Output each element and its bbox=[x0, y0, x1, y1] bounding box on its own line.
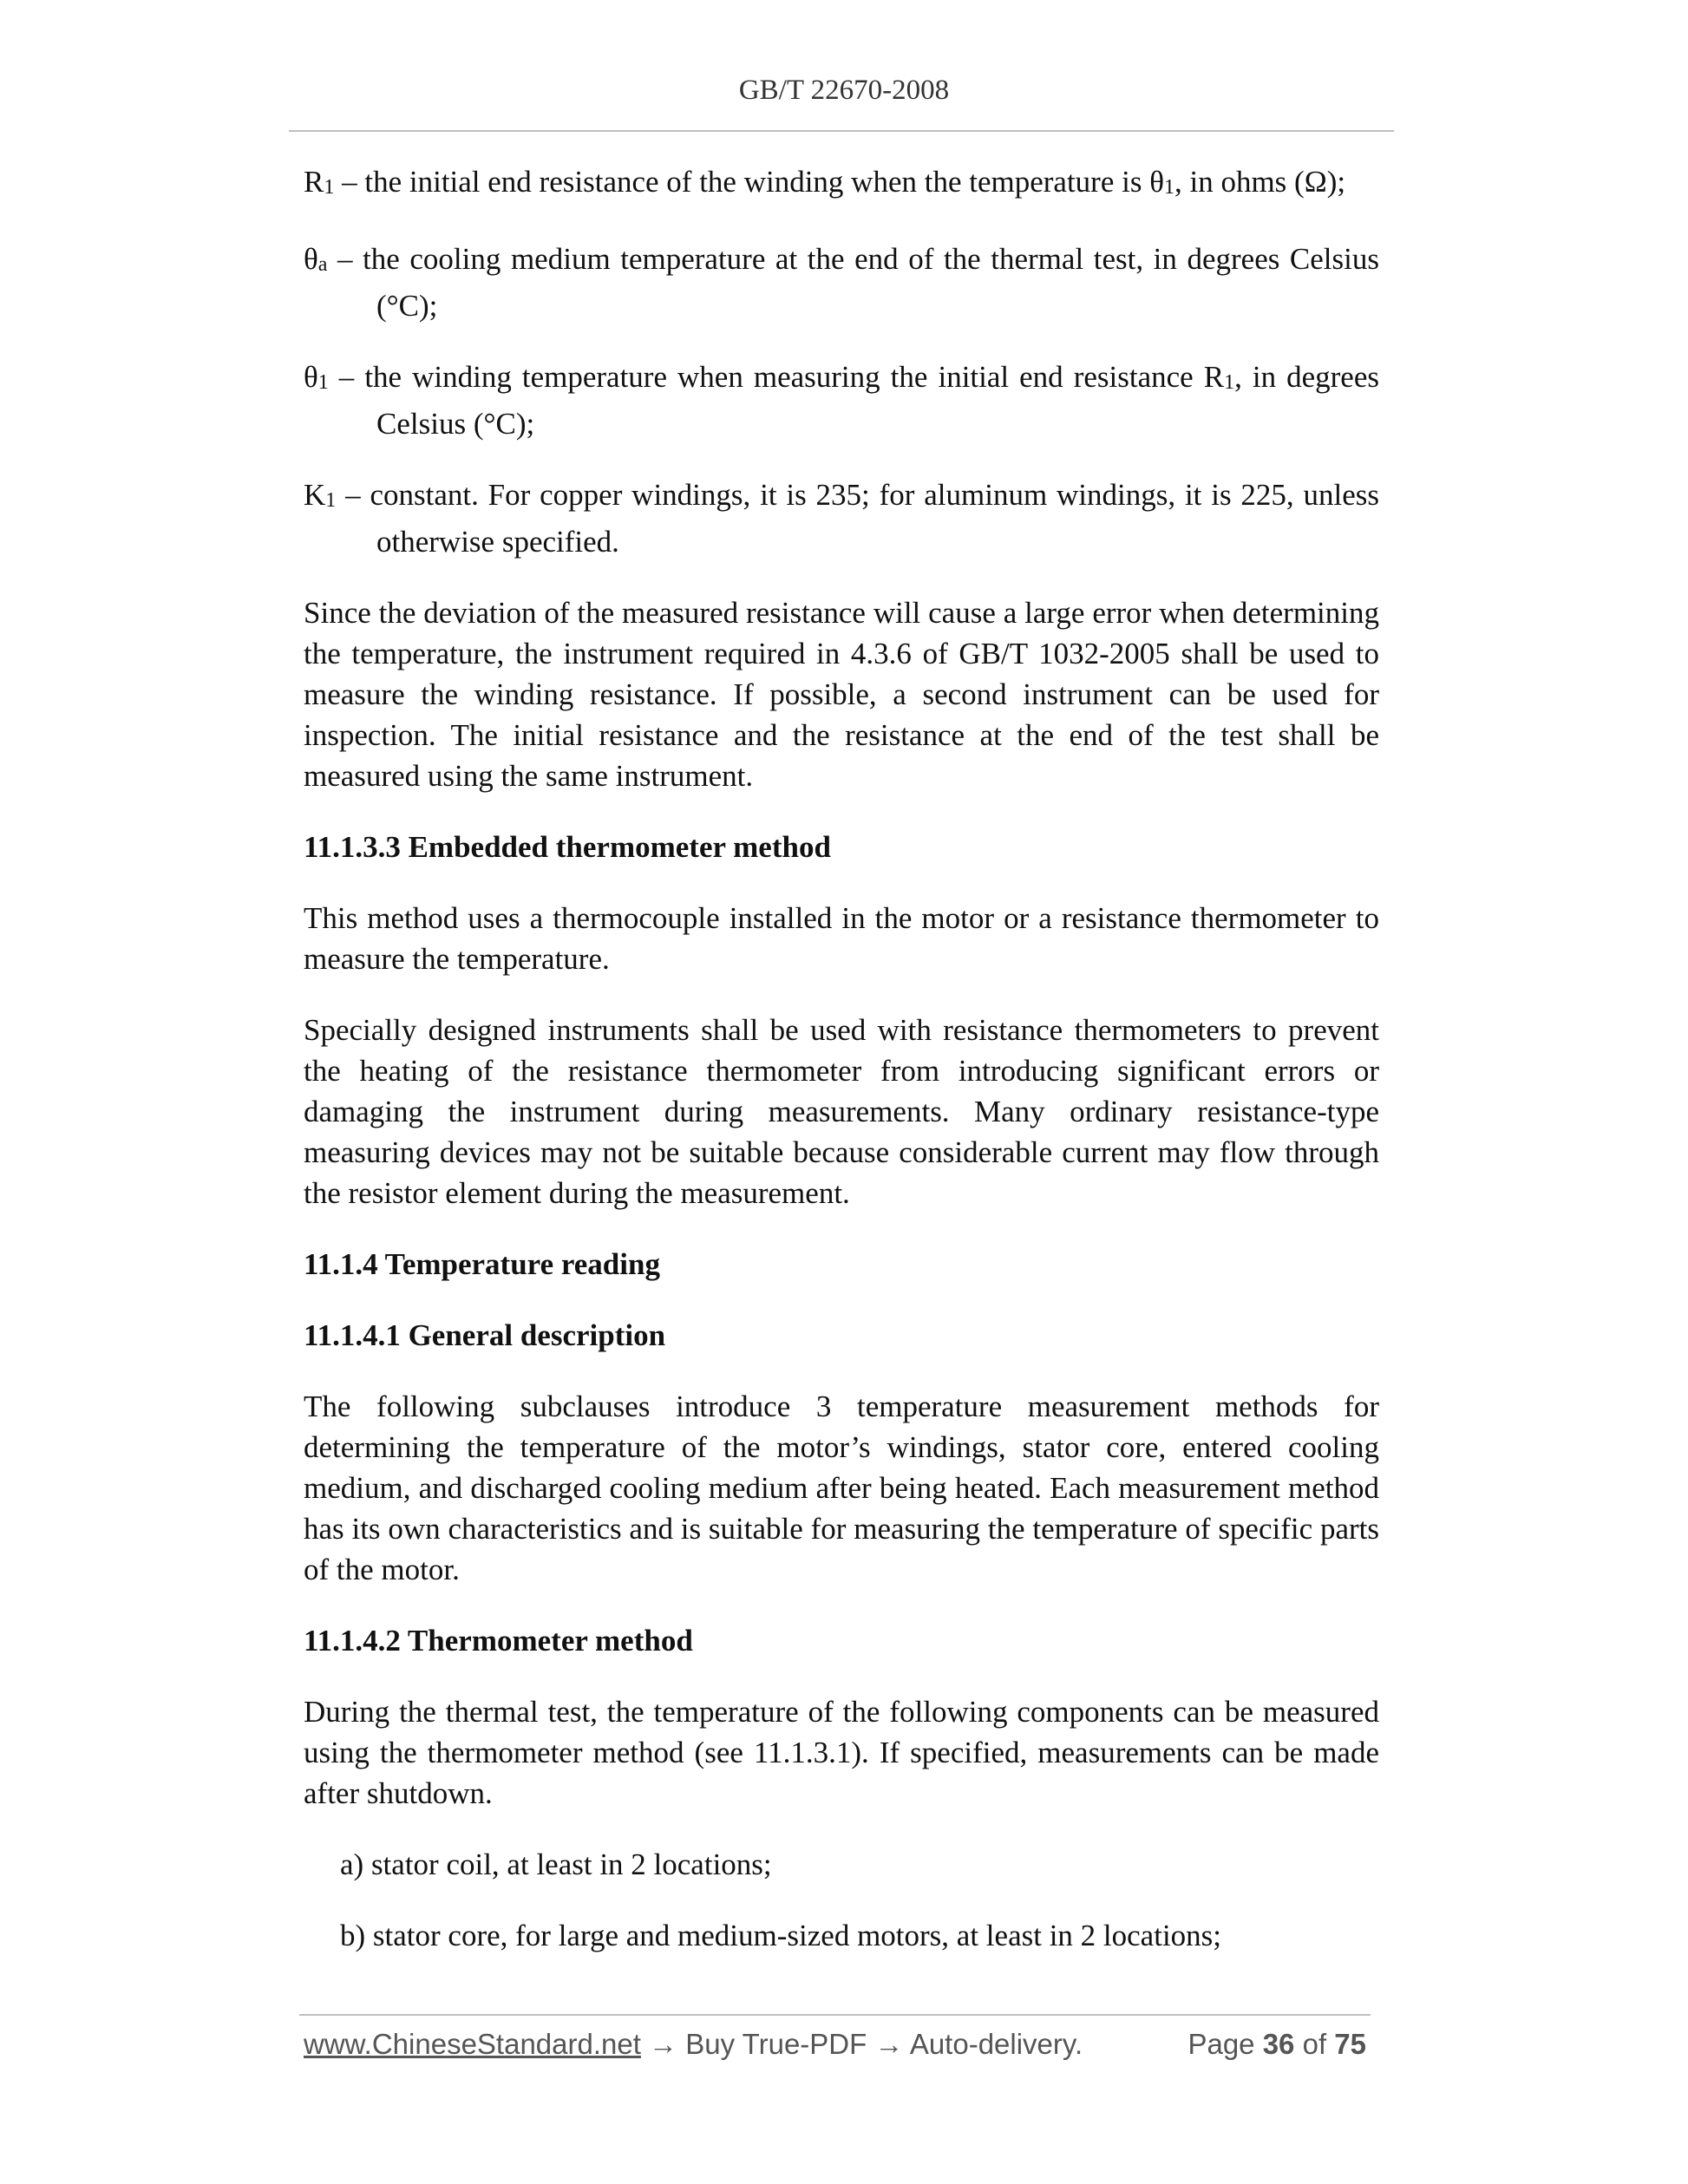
heading-11-1-4-2: 11.1.4.2 Thermometer method bbox=[304, 1624, 693, 1658]
definition-k1 bbox=[304, 474, 1379, 562]
list-item: b) stator core, for large and medium-sized motors, at least in 2 locations; bbox=[340, 1919, 1222, 1952]
page-footer bbox=[304, 2028, 1371, 2071]
footer-promo bbox=[304, 2028, 1083, 2061]
paragraph-resistance-deviation: Since the deviation of the measured resistance will cause a large error when determining the temperature, the instrument required in 4.3.6 of GB/T 1032-2005 shall be used to measure the winding resistance. If possible, a second instrument can be used for inspection. The initial resistance and the resistance at the end of the test shall be measured using the same instrument. bbox=[304, 596, 1379, 793]
definition-symbol: θ bbox=[304, 360, 318, 394]
document-header bbox=[0, 75, 1688, 107]
footer-divider bbox=[299, 2014, 1371, 2016]
heading-11-1-3-3: 11.1.3.3 Embedded thermometer method bbox=[304, 830, 831, 864]
definition-text: – the winding temperature when measuring the initial end resistance R bbox=[328, 360, 1225, 394]
paragraph-embedded-instruments: Specially designed instruments shall be used with resistance thermometers to prevent the heating of the resistance thermometer from introducing significant errors or damaging the instrument during measurements. Many ordinary resistance-type measuring devices may not be suitable because considerable current may flow through the resistor element during the measurement. bbox=[304, 1013, 1379, 1210]
page-of: of bbox=[1294, 2028, 1335, 2060]
definition-theta-a bbox=[304, 239, 1379, 326]
definition-subscript: 1 bbox=[317, 371, 329, 394]
footer-tagline: → Buy True-PDF → Auto-delivery. bbox=[640, 2028, 1083, 2060]
page-content bbox=[304, 161, 1379, 1986]
paragraph-embedded-method: This method uses a thermocouple installed in the motor or a resistance thermometer to measure the temperature. bbox=[304, 901, 1379, 976]
definition-symbol: K bbox=[304, 478, 326, 512]
heading-11-1-4-1: 11.1.4.1 General description bbox=[304, 1318, 666, 1352]
definition-subscript: a bbox=[317, 253, 328, 276]
definition-subscript: 1 bbox=[324, 176, 335, 199]
paragraph-thermometer-method: During the thermal test, the temperature of the following components can be measured using the thermometer method (see 11.1.3.1). If specified, measurements can be made after shutdown. bbox=[304, 1695, 1379, 1810]
definition-theta-1 bbox=[304, 356, 1379, 444]
definition-text: – the initial end resistance of the winding when the temperature is θ bbox=[334, 165, 1164, 199]
definition-text: – the cooling medium temperature at the end of the thermal test, in degrees Celsius (°C); bbox=[327, 242, 1379, 323]
definition-subscript: 1 bbox=[325, 489, 337, 512]
definition-r1 bbox=[304, 161, 1379, 208]
definition-text-end: , in degrees Celsius (°C); bbox=[376, 360, 1379, 441]
definition-text-end: , in ohms (Ω); bbox=[1174, 165, 1346, 199]
paragraph-general-description: The following subclauses introduce 3 temperature measurement methods for determining the temperature of the motor’s windings, stator core, entered cooling medium, and discharged cooling medium after being heated. Each measurement method has its own characteristics and is suitable for measuring the temperature of specific parts of the motor. bbox=[304, 1390, 1379, 1586]
header-divider bbox=[289, 130, 1394, 132]
heading-11-1-4: 11.1.4 Temperature reading bbox=[304, 1247, 660, 1281]
document-code: GB/T 22670-2008 bbox=[738, 75, 950, 106]
website-link[interactable]: www.ChineseStandard.net bbox=[304, 2028, 641, 2060]
page-indicator bbox=[1187, 2028, 1366, 2061]
list-item: a) stator coil, at least in 2 locations; bbox=[340, 1847, 772, 1881]
definition-symbol: R bbox=[304, 165, 324, 199]
definition-text: – constant. For copper windings, it is 235; for aluminum windings, it is 225, unless otherwise specified. bbox=[336, 478, 1379, 559]
definition-symbol: θ bbox=[304, 242, 318, 276]
page-label: Page bbox=[1187, 2028, 1263, 2060]
definition-text-subscript: 1 bbox=[1224, 371, 1235, 394]
definition-text-subscript: 1 bbox=[1163, 176, 1174, 199]
page-total: 75 bbox=[1334, 2028, 1366, 2060]
page-current: 36 bbox=[1262, 2028, 1295, 2060]
